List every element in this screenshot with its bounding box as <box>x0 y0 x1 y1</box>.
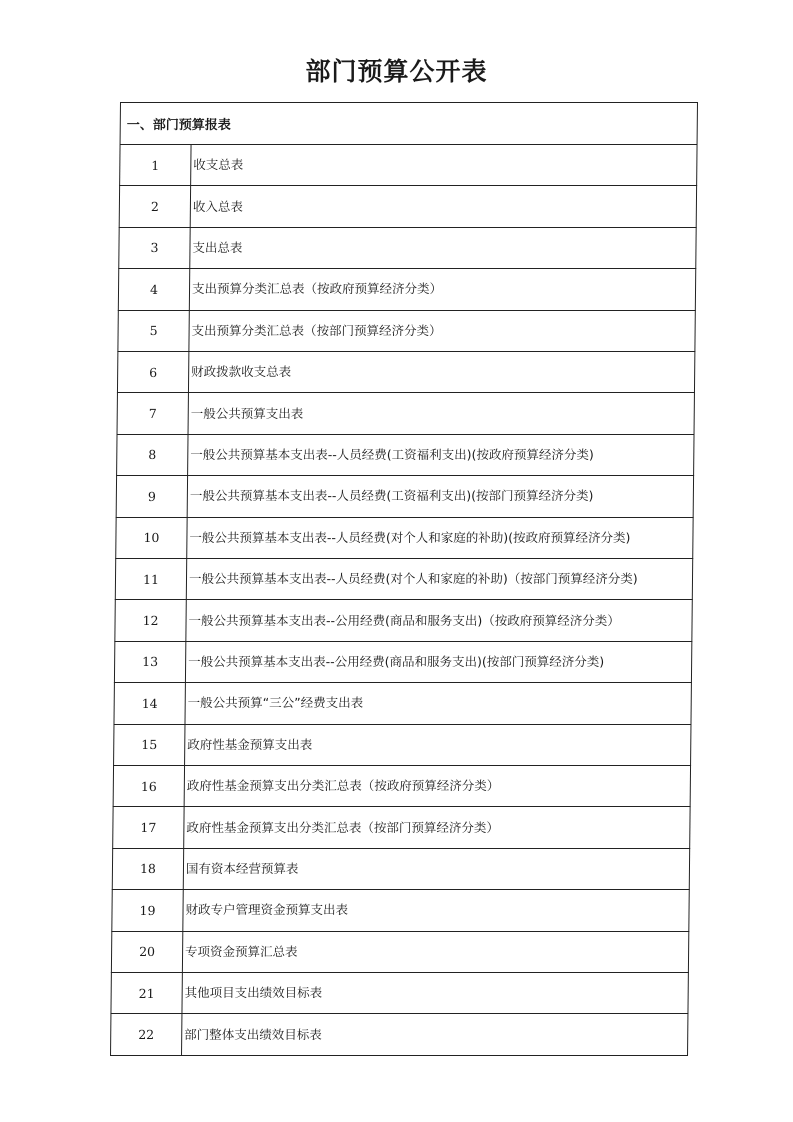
row-table-name: 政府性基金预算支出分类汇总表（按部门预算经济分类） <box>186 819 500 835</box>
row-table-name: 政府性基金预算支出表 <box>187 736 313 752</box>
row-number: 21 <box>111 973 182 1013</box>
budget-table <box>110 102 698 1056</box>
row-number: 1 <box>120 145 191 185</box>
row-table-name: 一般公共预算基本支出表--公用经费(商品和服务支出)（按政府预算经济分类） <box>188 612 620 628</box>
table-row <box>119 186 697 227</box>
row-number: 7 <box>118 393 189 433</box>
table-row <box>115 518 693 559</box>
row-table-name: 一般公共预算基本支出表--人员经费(工资福利支出)(按政府预算经济分类) <box>190 446 594 462</box>
row-table-name: 收支总表 <box>193 157 244 173</box>
table-row <box>117 311 695 352</box>
table-row <box>113 683 691 724</box>
row-number: 17 <box>113 807 184 847</box>
row-number: 15 <box>114 725 185 765</box>
row-table-name: 一般公共预算基本支出表--公用经费(商品和服务支出)(按部门预算经济分类) <box>188 653 605 669</box>
row-table-name: 财政专户管理资金预算支出表 <box>185 902 349 918</box>
row-number: 16 <box>114 766 185 806</box>
row-table-name: 财政拨款收支总表 <box>191 364 292 380</box>
row-number: 4 <box>119 269 190 309</box>
row-table-name: 一般公共预算支出表 <box>190 405 304 421</box>
table-row <box>118 228 696 269</box>
table-row <box>114 600 692 641</box>
table-row <box>115 559 693 600</box>
row-table-name: 支出总表 <box>192 239 243 255</box>
table-row <box>110 1014 688 1055</box>
row-number: 3 <box>119 228 190 268</box>
row-table-name: 一般公共预算基本支出表--人员经费(对个人和家庭的补助)(按政府预算经济分类) <box>189 529 631 545</box>
table-row <box>112 807 690 848</box>
table-row <box>116 476 694 517</box>
row-number: 9 <box>117 476 188 516</box>
section-label: 一、部门预算报表 <box>126 118 231 133</box>
row-number: 11 <box>116 559 187 599</box>
section-header-row <box>120 102 698 145</box>
row-table-name: 专项资金预算汇总表 <box>185 943 298 959</box>
table-row <box>116 435 694 476</box>
row-number: 22 <box>111 1014 182 1054</box>
table-row <box>113 725 691 766</box>
table-row <box>118 269 696 310</box>
row-table-name: 其他项目支出绩效目标表 <box>184 985 323 1001</box>
row-table-name: 国有资本经营预算表 <box>185 860 299 876</box>
row-number: 13 <box>115 642 186 682</box>
row-table-name: 政府性基金预算支出分类汇总表（按政府预算经济分类） <box>186 778 500 794</box>
row-table-name: 收入总表 <box>192 198 244 214</box>
row-number: 12 <box>115 600 186 640</box>
row-number: 10 <box>116 518 187 558</box>
row-number: 18 <box>113 849 184 889</box>
row-table-name: 一般公共预算“三公”经费支出表 <box>187 695 364 711</box>
row-table-name: 支出预算分类汇总表（按部门预算经济分类） <box>191 322 442 338</box>
row-number: 19 <box>112 890 183 930</box>
table-row <box>112 849 690 890</box>
row-number: 6 <box>118 352 189 392</box>
row-table-name: 部门整体支出绩效目标表 <box>184 1026 322 1042</box>
table-row <box>111 932 689 973</box>
table-row <box>111 890 689 931</box>
row-number: 8 <box>117 435 188 475</box>
row-table-name: 支出预算分类汇总表（按政府预算经济分类） <box>191 281 443 297</box>
row-table-name: 一般公共预算基本支出表--人员经费(工资福利支出)(按部门预算经济分类) <box>189 488 594 504</box>
page-title: 部门预算公开表 <box>305 57 488 86</box>
row-table-name: 一般公共预算基本支出表--人员经费(对个人和家庭的补助)（按部门预算经济分类) <box>188 571 638 587</box>
row-number: 20 <box>112 932 183 972</box>
row-number: 5 <box>118 311 189 351</box>
row-number: 14 <box>114 683 185 723</box>
table-row <box>113 766 691 807</box>
table-row <box>117 393 695 434</box>
table-row <box>119 145 697 186</box>
row-number: 2 <box>120 186 191 226</box>
table-row <box>117 352 695 393</box>
table-row <box>114 642 692 683</box>
table-row <box>110 973 688 1014</box>
